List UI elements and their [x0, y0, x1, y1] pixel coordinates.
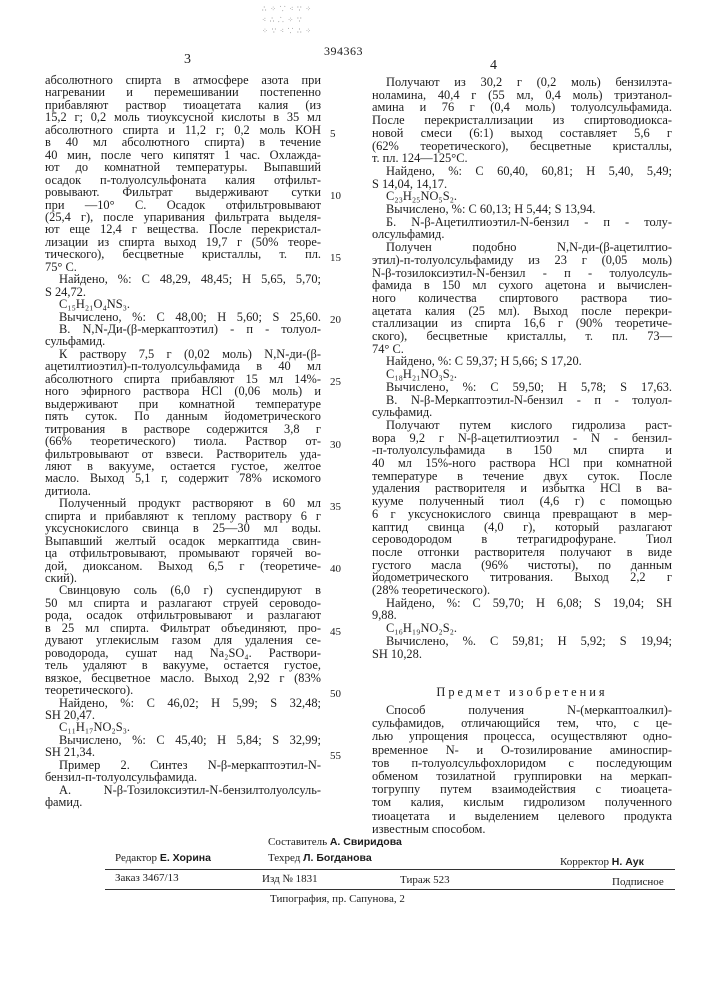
text-line: 50 мл спирта и разлагают струей сероводо-: [45, 597, 321, 610]
line-number: 45: [330, 626, 341, 638]
text-line: Вычислено, %: С 45,40; Н 5,84; S 32,99;: [45, 734, 321, 747]
line-number: 55: [330, 750, 341, 762]
text-line: удаления растворителя и избытка HCl в ва-: [372, 482, 672, 495]
divider: [105, 889, 675, 890]
divider: [105, 869, 675, 870]
page-number-left: 3: [184, 52, 191, 68]
text-line: 74° С.: [372, 343, 672, 356]
text-line: К раствору 7,5 г (0,02 моль) N,N-ди-(β-: [45, 348, 321, 361]
text-line: т. пл. 124—125°С.: [372, 152, 672, 165]
text-line: -п-толуолсульфамида в 150 мл спирта и: [372, 444, 672, 457]
text-line: N-β-тозилоксиэтил-N-бензил - п - толуолсуль-: [372, 267, 672, 280]
edition-number: Изд № 1831: [262, 873, 318, 885]
compiler-credit: Составитель А. Свиридова: [268, 836, 402, 848]
text-line: SH 10,28.: [372, 648, 672, 661]
text-line: этил)-п-толуолсульфамиду из 23 г (0,05 моль): [372, 254, 672, 267]
text-line: новой смеси (6:1) выход составляет 5,6 г: [372, 127, 672, 140]
line-number: 20: [330, 314, 341, 326]
claim-line: известным способом.: [372, 823, 672, 836]
text-line: сульфамид.: [372, 406, 672, 419]
text-line: бензил-п-толуолсульфамида.: [45, 771, 321, 784]
text-line: После перекристаллизации из спиртоводиокса-: [372, 114, 672, 127]
claim-line: сульфамидов, отличающийся тем, что, с це-: [372, 717, 672, 730]
text-line: тель удаляют в вакууме, остается густое,: [45, 659, 321, 672]
text-line: 40 мин, после чего кипятят 1 час. Охлажда-: [45, 149, 321, 162]
text-line: сульфамид.: [45, 335, 321, 348]
line-number: 35: [330, 501, 341, 513]
text-line: температуре в течение двух суток. После: [372, 470, 672, 483]
text-line: титрования в растворе содержится 3,8 г: [45, 423, 321, 436]
text-line: Получают из 30,2 г (0,2 моль) бензилэта-: [372, 76, 672, 89]
text-line: Найдено, %: С 59,70; Н 6,08; S 19,04; SH: [372, 597, 672, 610]
text-line: Полученный продукт растворяют в 60 мл: [45, 497, 321, 510]
text-line: прибавляют раствор тиоацетата калия (из: [45, 99, 321, 112]
text-line: В. N,N-Ди-(β-меркаптоэтил) - п - толуол-: [45, 323, 321, 336]
text-line: Свинцовую соль (6,0 г) суспендируют в: [45, 584, 321, 597]
text-line: амина и 76 г (0,4 моль) толуолсульфамида.: [372, 101, 672, 114]
text-line: дувают углекислым газом для удаления се-: [45, 634, 321, 647]
text-line: C₁₆H₁₉NO₂S₂.: [372, 622, 672, 635]
text-line: пять суток. По данным йодометрического: [45, 410, 321, 423]
text-line: 15,2 г; 0,2 моль тиоуксусной кислоты в 35 мл: [45, 111, 321, 124]
line-number: 5: [330, 128, 336, 140]
text-line: Пример 2. Синтез N-β-меркаптоэтил-N-: [45, 759, 321, 772]
text-line: роводорода, сушат над Na₂SO₄. Раствори-: [45, 647, 321, 660]
text-line: C₁₈H₂₁NO₃S₂.: [372, 368, 672, 381]
order-number: Заказ 3467/13: [115, 872, 179, 884]
text-line: Найдено, %: С 59,37; Н 5,66; S 17,20.: [372, 355, 672, 368]
line-number: 50: [330, 688, 341, 700]
text-line: вязкое, бесцветное масло. Выход 2,92 г (83%: [45, 672, 321, 685]
claim-line: тиоацетата и выделением целевого продукта: [372, 810, 672, 823]
text-line: ют еще 12,4 г вещества. После перекристал-: [45, 223, 321, 236]
text-line: фамид.: [45, 796, 321, 809]
line-number: 10: [330, 190, 341, 202]
text-line: Найдено, %: С 60,40, 60,81; Н 5,40, 5,49;: [372, 165, 672, 178]
text-line: масло. Выход 5,1 г, содержит 78% искомого: [45, 472, 321, 485]
text-line: при —10° С. Осадок отфильтровывают: [45, 199, 321, 212]
claim-line: временное N- и О-тозилирование аминоспир-: [372, 744, 672, 757]
line-number: 25: [330, 376, 341, 388]
text-line: абсолютного спирта и 11,2 г; 0,2 моль КОН: [45, 124, 321, 137]
text-line: лизации из спирта выход 19,7 г (50% теоре-: [45, 236, 321, 249]
claim-line: лью упрощения процесса, осуществляют одно-: [372, 730, 672, 743]
line-number: 40: [330, 563, 341, 575]
library-stamp: ∴ ⁘ ⸪ ⁖ ∵ ⁘ ⁖ ∴ ⸫ ⁘ ∵ ⁘ ∵ ⁖ ⸪ ∴ ⁘: [262, 4, 342, 48]
text-line: в 25 мл спирта. Фильтрат объединяют, про-: [45, 622, 321, 635]
text-line: Найдено, %: С 46,02; Н 5,99; S 32,48;: [45, 697, 321, 710]
text-line: тического), бесцветные кристаллы, т. пл.: [45, 248, 321, 261]
text-line: после отгонки растворителя получают в виде: [372, 546, 672, 559]
text-line: SH 20,47.: [45, 709, 321, 722]
text-line: (25,4 г), после упаривания фильтрата выделя-: [45, 211, 321, 224]
text-line: рода, осадок отфильтровывают и разлагают: [45, 609, 321, 622]
text-line: абсолютного спирта в атмосфере азота при: [45, 74, 321, 87]
text-line: Найдено, %: С 48,29, 48,45; Н 5,65, 5,70;: [45, 273, 321, 286]
text-line: сероводородом в тетрагидрофуране. Тиол: [372, 533, 672, 546]
text-line: Вычислено, %: С 60,13; Н 5,44; S 13,94.: [372, 203, 672, 216]
text-line: сталлизации из спирта 16,6 г (90% теоретиче-: [372, 317, 672, 330]
text-line: дой, диоксаном. Выход 6,5 г (теоретиче-: [45, 560, 321, 573]
text-line: ацетилтиоэтил)-п-толуолсульфамида в 40 мл: [45, 360, 321, 373]
line-number: 15: [330, 252, 341, 264]
text-line: А. N-β-Тозилоксиэтил-N-бензилтолуолсуль-: [45, 784, 321, 797]
text-line: ют до комнатной температуры. Выпавший: [45, 161, 321, 174]
printer-address: Типография, пр. Сапунова, 2: [270, 893, 405, 905]
text-line: (62% теоретического), бесцветные кристаллы,: [372, 140, 672, 153]
claim-line: Способ получения N-(меркаптоалкил)-: [372, 704, 672, 717]
text-line: В. N-β-Меркаптоэтил-N-бензил - п - толуол-: [372, 394, 672, 407]
subscription: Подписное: [612, 876, 664, 888]
text-line: ского), бесцветные кристаллы, т. пл. 73—: [372, 330, 672, 343]
text-line: ноламина, 40,4 г (55 мл, 0,4 моль) триэтанол-: [372, 89, 672, 102]
text-line: Вычислено, %. С 59,81; Н 5,92; S 19,94;: [372, 635, 672, 648]
text-line: C₂₃H₂₅NO₅S₂.: [372, 190, 672, 203]
text-line: фильтровывают от взвеси. Растворитель уда-: [45, 448, 321, 461]
text-line: густого масла (96% чистоты), по данным: [372, 559, 672, 572]
text-line: абсолютного спирта прибавляют 15 мл 14%-: [45, 373, 321, 386]
text-line: 40 мл 15%-ного раствора HCl при комнатной: [372, 457, 672, 470]
text-line: S 24,72.: [45, 286, 321, 299]
techred-credit: Техред Л. Богданова: [268, 852, 372, 864]
text-line: Получают путем кислого гидролиза раст-: [372, 419, 672, 432]
text-line: спирта и прибавляют к теплому раствору 6 г: [45, 510, 321, 523]
text-line: Б. N-β-Ацетилтиоэтил-N-бензил - п - толу-: [372, 216, 672, 229]
patent-number: 394363: [324, 44, 363, 59]
text-line: осадок п-толуолсульфоната калия отфильт-: [45, 174, 321, 187]
claim-line: том калия, кислым гидролизом полученного: [372, 796, 672, 809]
text-line: Выпавший желтый осадок меркаптида свин-: [45, 535, 321, 548]
text-line: ский).: [45, 572, 321, 585]
corrector-credit: Корректор Н. Аук: [560, 856, 644, 868]
claims-heading: Предмет изобретения: [372, 686, 672, 699]
claim-line: обменом тозилатной группировки на меркап-: [372, 770, 672, 783]
text-line: Получен подобно N,N-ди-(β-ацетилтио-: [372, 241, 672, 254]
text-line: 6 г уксуснокислого свинца превращают в мер-: [372, 508, 672, 521]
text-line: (66% теоретического) тиола. Раствор от-: [45, 435, 321, 448]
text-line: уксуснокислого свинца в 25—30 мл воды.: [45, 522, 321, 535]
editor-credit: Редактор Е. Хорина: [115, 852, 211, 864]
text-line: C₁₁H₁₇NO₂S₃.: [45, 721, 321, 734]
claim-line: тогруппу путем взаимодействия с тиоацета-: [372, 783, 672, 796]
text-line: Вычислено, %: С 59,50; Н 5,78; S 17,63.: [372, 381, 672, 394]
page-number-right: 4: [490, 58, 497, 74]
text-line: ацетата калия (25 мл). Выход после перекри-: [372, 305, 672, 318]
text-line: каптид свинца (4,0 г), который разлагают: [372, 521, 672, 534]
text-line: ного количества спиртового раствора тио-: [372, 292, 672, 305]
text-line: SH 21,34.: [45, 746, 321, 759]
text-line: C₁₅H₂₁O₄NS₃.: [45, 298, 321, 311]
text-line: Вычислено, %: С 48,00; Н 5,60; S 25,60.: [45, 311, 321, 324]
text-line: ца отфильтровывают, промывают горячей во-: [45, 547, 321, 560]
text-line: йодометрического титрования. Выход 2,2 г: [372, 571, 672, 584]
text-line: S 14,04, 14,17.: [372, 178, 672, 191]
claim-line: тов п-толуолсульфохлоридом с последующим: [372, 757, 672, 770]
text-line: 75° С.: [45, 261, 321, 274]
text-line: ляют в вакууме, остается густое, желтое: [45, 460, 321, 473]
circulation: Тираж 523: [400, 874, 450, 886]
text-line: фамида в 150 мл сухого ацетона и вычислен-: [372, 279, 672, 292]
text-line: (28% теоретического).: [372, 584, 672, 597]
text-line: кууме полученный тиол (4,6 г) с помощью: [372, 495, 672, 508]
text-line: 9,88.: [372, 609, 672, 622]
text-line: дитиола.: [45, 485, 321, 498]
text-line: олсульфамид.: [372, 228, 672, 241]
text-line: теоретического).: [45, 684, 321, 697]
text-line: нагревании и перемешивании постепенно: [45, 86, 321, 99]
text-line: выдерживают при комнатной температуре: [45, 398, 321, 411]
text-line: в 40 мл абсолютного спирта) в течение: [45, 136, 321, 149]
text-line: вора 9,2 г N-β-ацетилтиоэтил - N - бензил-: [372, 432, 672, 445]
text-line: ровывают. Фильтрат выдерживают сутки: [45, 186, 321, 199]
text-line: ного эфирного раствора HCl (0,06 моль) и: [45, 385, 321, 398]
line-number: 30: [330, 439, 341, 451]
